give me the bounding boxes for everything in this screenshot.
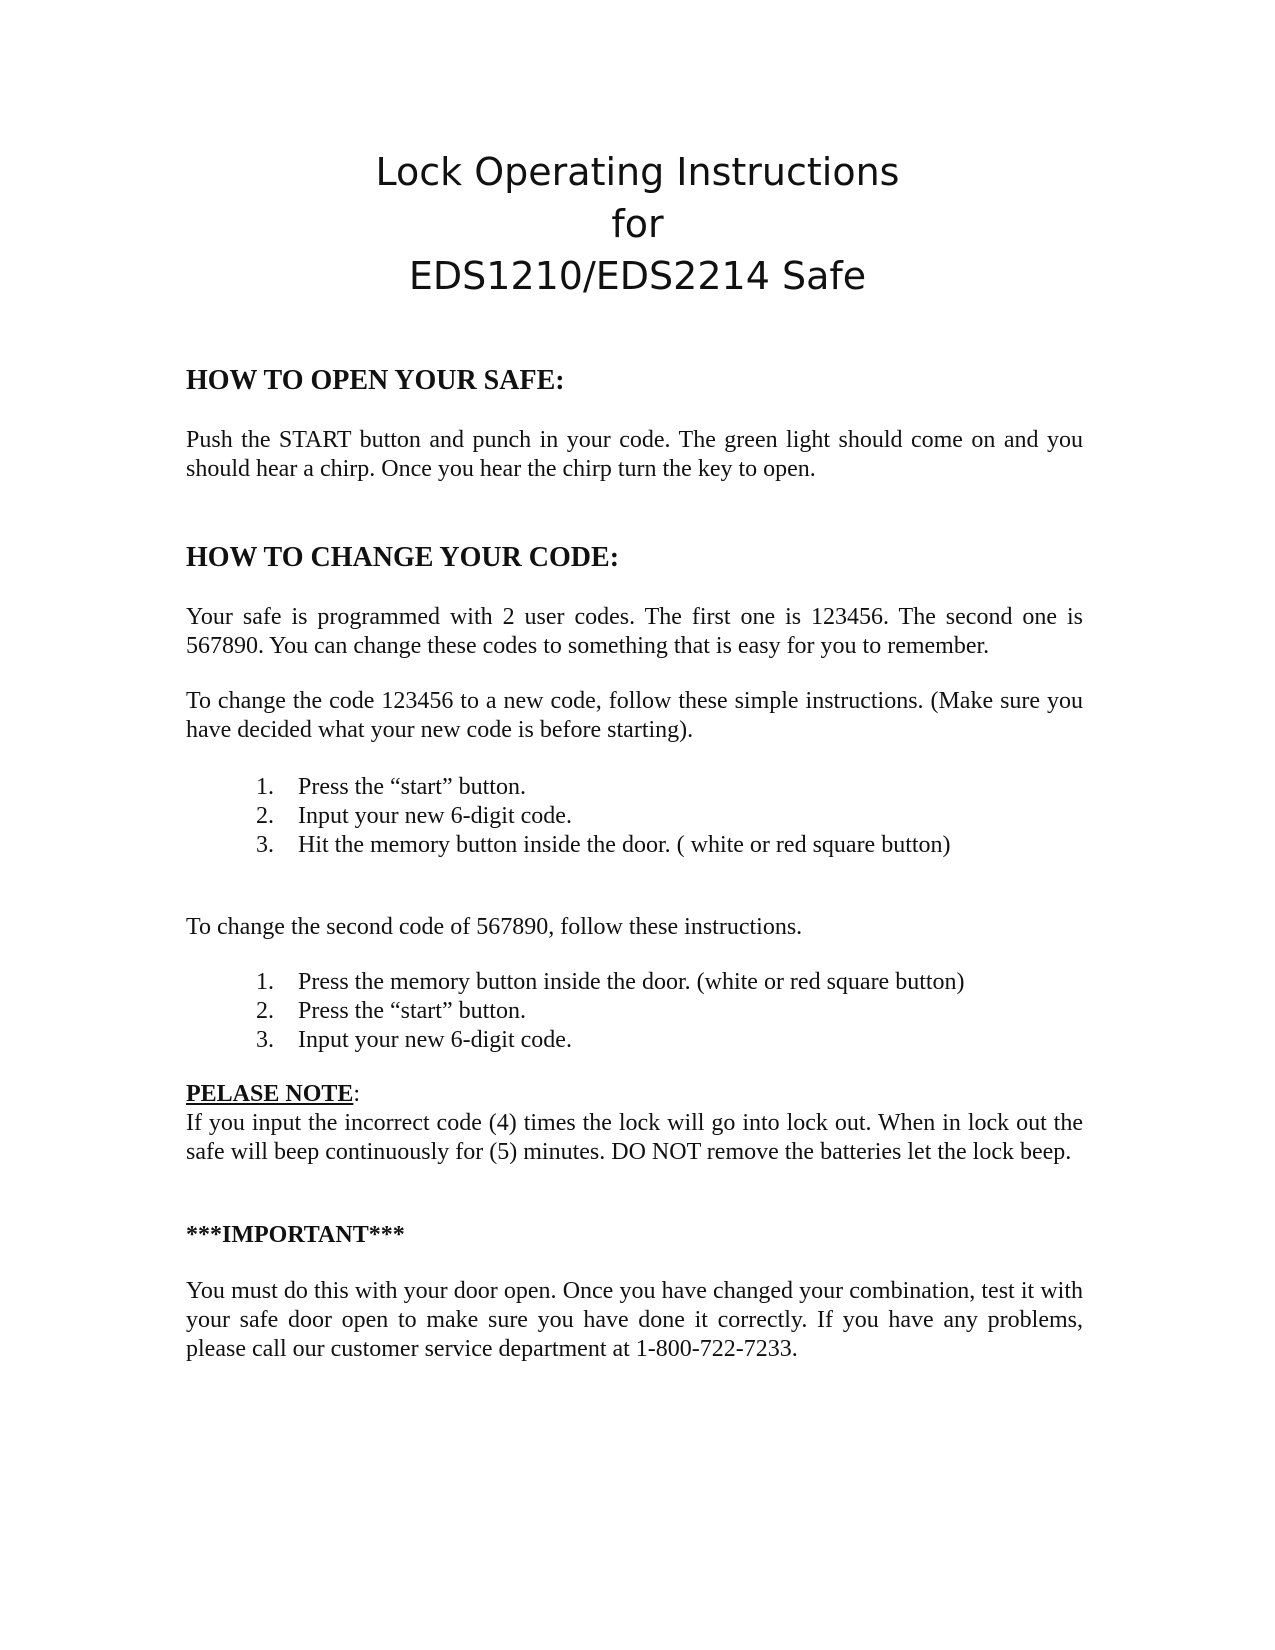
first-code-intro	[186, 687, 1083, 745]
important-body	[186, 1277, 1083, 1364]
first-code-paragraph: To change the code 123456 to a new code, follow these simple instructions. (Make sure you have decided what your new code is before starting).	[186, 688, 1083, 743]
note-heading	[186, 1080, 1083, 1109]
step-number: 3.	[256, 1027, 274, 1053]
step-text: Hit the memory button inside the door. ( white or red square button)	[298, 832, 951, 858]
change-section	[186, 541, 1083, 575]
user-codes-paragraph: Your safe is programmed with 2 user codes. The first one is 123456. The second one is 567890. You can change these codes to something that is easy for you to remember.	[186, 604, 1083, 659]
note-section	[186, 1080, 1083, 1167]
step-text: Input your new 6-digit code.	[298, 803, 572, 829]
title-line-1: Lock Operating Instructions	[375, 150, 900, 194]
list-item	[256, 831, 1086, 860]
note-colon: :	[353, 1081, 361, 1107]
step-number: 3.	[256, 832, 274, 858]
first-code-steps	[256, 773, 1086, 860]
step-text: Input your new 6-digit code.	[298, 1027, 572, 1053]
second-code-intro	[186, 913, 1083, 942]
important-paragraph: You must do this with your door open. Once you have changed your combination, test it with your safe door open to make sure you have done it correctly. If you have any problems, please call our customer service department at 1-800-722-7233.	[186, 1278, 1083, 1362]
step-text: Press the memory button inside the door. (white or red square button)	[298, 969, 965, 995]
list-item	[256, 773, 1086, 802]
document-title	[0, 146, 1275, 302]
list-item	[256, 997, 1086, 1026]
important-section	[186, 1221, 1083, 1250]
second-code-paragraph: To change the second code of 567890, follow these instructions.	[186, 914, 803, 940]
list-item	[256, 1026, 1086, 1055]
step-text: Press the “start” button.	[298, 998, 526, 1024]
step-number: 1.	[256, 969, 274, 995]
title-line-2: for	[611, 202, 664, 246]
open-section	[186, 364, 1083, 398]
change-section-heading: HOW TO CHANGE YOUR CODE:	[186, 542, 620, 573]
step-number: 2.	[256, 803, 274, 829]
step-text: Press the “start” button.	[298, 774, 526, 800]
open-section-body	[186, 426, 1083, 484]
open-section-heading: HOW TO OPEN YOUR SAFE:	[186, 365, 565, 396]
step-number: 2.	[256, 998, 274, 1024]
second-code-steps	[256, 968, 1086, 1055]
note-paragraph: If you input the incorrect code (4) times the lock will go into lock out. When in lock out the safe will beep continuously for (5) minutes. DO NOT remove the batteries let the lock beep.	[186, 1110, 1083, 1165]
list-item	[256, 968, 1086, 997]
open-instructions-paragraph: Push the START button and punch in your code. The green light should come on and you should hear a chirp. Once you hear the chirp turn the key to open.	[186, 427, 1083, 482]
list-item	[256, 802, 1086, 831]
important-label: ***IMPORTANT***	[186, 1222, 405, 1248]
step-number: 1.	[256, 774, 274, 800]
note-label: PELASE NOTE	[186, 1081, 354, 1107]
change-section-intro	[186, 603, 1083, 661]
title-line-3: EDS1210/EDS2214 Safe	[408, 254, 867, 298]
